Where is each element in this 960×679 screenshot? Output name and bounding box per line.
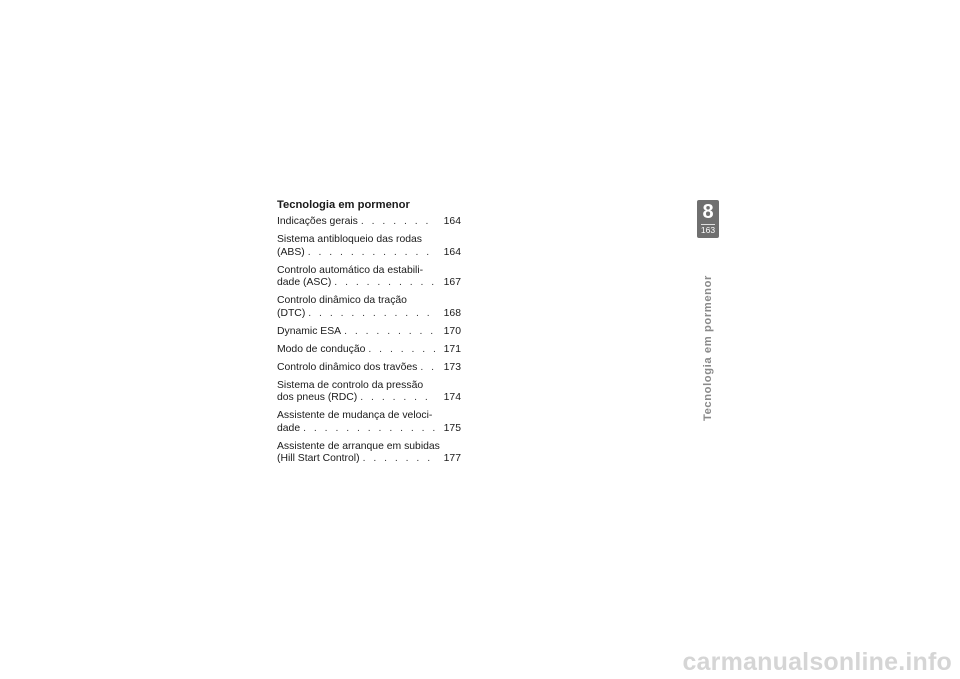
toc-entry[interactable]: [277, 410, 461, 435]
toc-entry[interactable]: [277, 380, 461, 405]
chapter-side-title: Tecnologia em pormenor: [702, 274, 714, 422]
toc-entry[interactable]: [277, 362, 461, 375]
leader-dots: [344, 326, 435, 339]
leader-dots: [360, 392, 435, 405]
leader-dots: [361, 216, 435, 229]
leader-dots: [420, 362, 435, 375]
toc-entry-text: Indicações gerais: [277, 216, 358, 227]
toc-entry-text: dos pneus (RDC): [277, 392, 358, 404]
table-of-contents: [277, 199, 461, 471]
leader-dots: [368, 344, 435, 357]
toc-entry[interactable]: [277, 441, 461, 466]
toc-entry[interactable]: [277, 234, 461, 259]
toc-entry-page: 167: [443, 277, 461, 289]
leader-dots: [308, 308, 435, 321]
toc-entry-page: 171: [443, 343, 461, 355]
leader-dots: [363, 453, 435, 466]
chapter-number: 8: [702, 201, 714, 223]
toc-entry[interactable]: [277, 216, 461, 229]
toc-entry-text: Modo de condução: [277, 343, 366, 355]
toc-entry-line1: Controlo automático da estabili-: [277, 264, 424, 276]
leader-dots: [334, 277, 435, 290]
toc-entry-text: (DTC): [277, 307, 306, 319]
toc-entry-line1: Assistente de arranque em subidas: [277, 440, 440, 452]
toc-entry-page: 173: [443, 361, 461, 373]
toc-entry-line1: Controlo dinâmico da tração: [277, 295, 407, 307]
toc-entry-page: 170: [443, 325, 461, 337]
toc-entry-line1: Assistente de mudança de veloci-: [277, 410, 433, 422]
toc-entry-text: dade (ASC): [277, 277, 332, 289]
toc-entry[interactable]: [277, 344, 461, 357]
toc-entry-text: Controlo dinâmico dos travões: [277, 361, 418, 373]
toc-entry[interactable]: [277, 326, 461, 339]
leader-dots: [303, 423, 435, 436]
toc-entry-page: 174: [443, 392, 461, 404]
toc-entry-page: 168: [443, 307, 461, 319]
section-title: Tecnologia em pormenor: [277, 199, 410, 211]
toc-entry-page: 175: [443, 422, 461, 434]
watermark: carmanualsonline.info: [682, 648, 952, 676]
toc-entry-text: dade: [277, 422, 301, 434]
toc-entry-text: Dynamic ESA: [277, 325, 342, 337]
toc-entry[interactable]: [277, 295, 461, 320]
toc-entry[interactable]: [277, 265, 461, 290]
toc-entry-text: (ABS): [277, 246, 305, 258]
toc-entry-line1: Sistema de controlo da pressão: [277, 379, 424, 391]
toc-entry-page: 164: [443, 216, 461, 227]
toc-entry-page: 177: [443, 453, 461, 465]
chapter-tab: [697, 200, 719, 238]
leader-dots: [308, 247, 435, 260]
toc-entry-text: (Hill Start Control): [277, 453, 360, 465]
page-number: 163: [700, 225, 716, 235]
toc-entry-line1: Sistema antibloqueio das rodas: [277, 233, 422, 245]
toc-entry-page: 164: [443, 246, 461, 258]
